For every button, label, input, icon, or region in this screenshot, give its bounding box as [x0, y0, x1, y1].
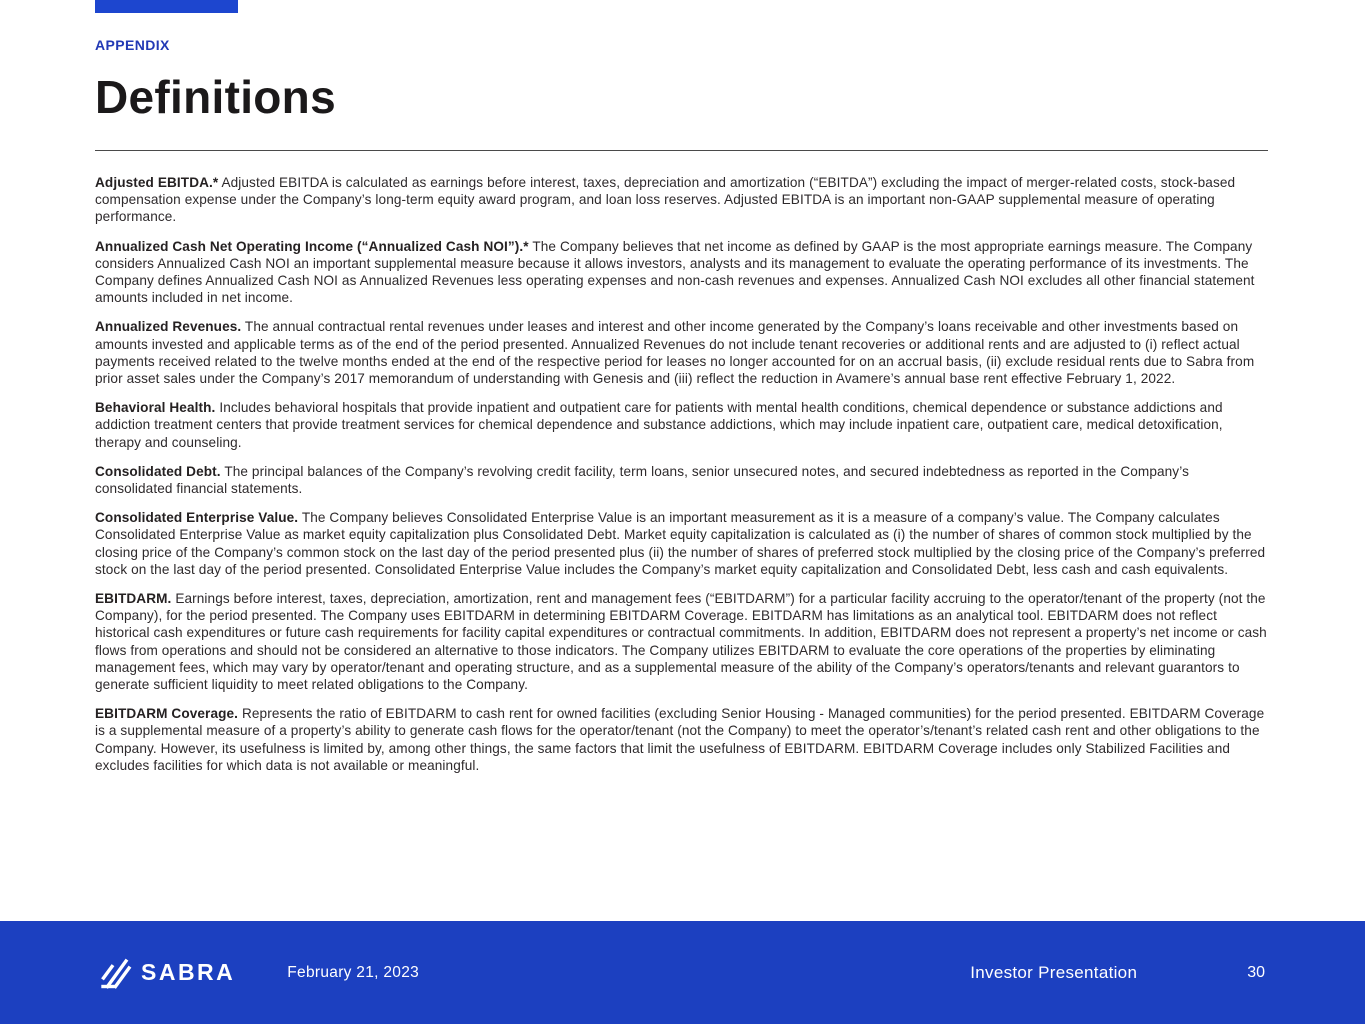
sabra-logo	[100, 957, 235, 989]
appendix-label: APPENDIX	[95, 37, 170, 53]
definition-term: Annualized Revenues.	[95, 319, 242, 335]
definition-text: Represents the ratio of EBITDARM to cash rent for owned facilities (excluding Senior Housing - Managed communities) for the period presented. EBITDARM Coverage is a supplemental measure of a property’s ability to generate cash flows for the operator/tenant (not the Company) to meet the operator’s/tenant’s related cash rent and other obligations to the Company. However, its usefulness is limited by, among other things, the same factors that limit the usefulness of EBITDARM. EBITDARM Coverage includes only Stabilized Facilities and excludes facilities for which data is not available or meaningful.	[95, 706, 1265, 773]
definition-consolidated-enterprise-value	[95, 509, 1268, 578]
definition-behavioral-health	[95, 399, 1268, 451]
footer	[0, 921, 1365, 1024]
page-title: Definitions	[95, 71, 336, 123]
definition-term: Behavioral Health.	[95, 400, 216, 416]
sabra-wordmark: SABRA	[141, 959, 236, 985]
definitions-list	[95, 174, 1268, 774]
definition-term: Adjusted EBITDA.*	[95, 175, 219, 190]
definition-term: Consolidated Enterprise Value.	[95, 510, 299, 526]
definition-ebitdarm	[95, 590, 1268, 693]
definition-term: EBITDARM Coverage.	[95, 706, 239, 722]
definition-text: Includes behavioral hospitals that provide inpatient and outpatient care for patients with mental health conditions, chemical dependence or substance addictions and addiction treatment centers that provide treatment services for chemical dependence and substance addictions, which may include inpatient care, outpatient care, medical detoxification, therapy and counseling.	[95, 400, 1223, 450]
definition-text: The principal balances of the Company’s revolving credit facility, term loans, senior unsecured notes, and secured indebtedness as reported in the Company’s consolidated financial statements.	[95, 463, 1189, 497]
definition-text: The Company believes Consolidated Enterprise Value is an important measurement as it is a measure of a company’s value. The Company calculates Consolidated Enterprise Value as market equity capitalization plus Consolidated Debt. Market equity capitalization is calculated as (i) the number of shares of common stock multiplied by the closing price of the Company’s common stock on the last day of the period presented plus (ii) the number of shares of preferred stock multiplied by the closing price of the Company’s preferred stock on the last day of the period presented. Consolidated Enterprise Value includes the Company’s market equity capitalization and Consolidated Debt, less cash and cash equivalents.	[95, 510, 1266, 577]
page-number: 30	[1247, 963, 1265, 981]
definition-text: Earnings before interest, taxes, depreciation, amortization, rent and management fees (“EBITDARM”) for a particular facility accruing to the operator/tenant of the property (not the Company), for the period presented. The Company uses EBITDARM in determining EBITDARM Coverage. EBITDARM has limitations as an analytical tool. EBITDARM does not reflect historical cash expenditures or future cash requirements for facility capital expenditures or contractual commitments. In addition, EBITDARM does not represent a property’s net income or cash flows from operations and should not be considered an alternative to those indicators. The Company utilizes EBITDARM to evaluate the core operations of the properties by eliminating management fees, which may vary by operator/tenant and operating structure, and as a supplemental measure of the ability of the Company’s operators/tenants and relevant guarantors to generate sufficient liquidity to meet related obligations to the Company.	[95, 591, 1267, 693]
footer-presentation-label: Investor Presentation	[970, 962, 1138, 982]
footer-date: February 21, 2023	[287, 963, 420, 981]
definition-text: The annual contractual rental revenues under leases and interest and other income generated by the Company’s loans receivable and other investments based on amounts invested and applicable terms as of the end of the period presented. Annualized Revenues do not include tenant recoveries or additional rents and are adjusted to (i) reflect actual payments received related to the twelve months ended at the end of the respective period for leases no longer accounted for on an accrual basis, (ii) exclude residual rents due to Sabra from prior asset sales under the Company’s 2017 memorandum of understanding with Genesis and (iii) reflect the reduction in Avamere’s annual base rent effective February 1, 2022.	[95, 319, 1255, 387]
definition-ebitdarm-coverage	[95, 705, 1268, 774]
definition-consolidated-debt	[95, 463, 1268, 497]
title-divider	[95, 150, 1268, 151]
definition-annualized-cash-noi	[95, 238, 1268, 307]
definition-term: EBITDARM.	[95, 591, 172, 607]
footer-right	[970, 963, 1265, 983]
slide-content	[95, 0, 1268, 786]
definition-text: The Company believes that net income as defined by GAAP is the most appropriate earnings measure. The Company considers Annualized Cash NOI an important supplemental measure because it allows investors, analysts and its management to evaluate the operating performance of its investments. The Company defines Annualized Cash NOI as Annualized Revenues less operating expenses and non-cash revenues and expenses. Annualized Cash NOI excludes all other financial statement amounts included in net income.	[95, 238, 1255, 306]
definition-adjusted-ebitda	[95, 174, 1268, 226]
sabra-bird-icon	[100, 957, 132, 989]
footer-left	[100, 957, 419, 989]
definition-annualized-revenues	[95, 318, 1268, 387]
definition-text: Adjusted EBITDA is calculated as earnings before interest, taxes, depreciation and amortization (“EBITDA”) excluding the impact of merger-related costs, stock-based compensation expense under the Company’s long-term equity award program, and loan loss reserves. Adjusted EBITDA is an important non-GAAP supplemental measure of operating performance.	[95, 175, 1236, 225]
definition-term: Consolidated Debt.	[95, 463, 221, 479]
definition-term: Annualized Cash Net Operating Income (“Annualized Cash NOI”).*	[95, 238, 529, 254]
